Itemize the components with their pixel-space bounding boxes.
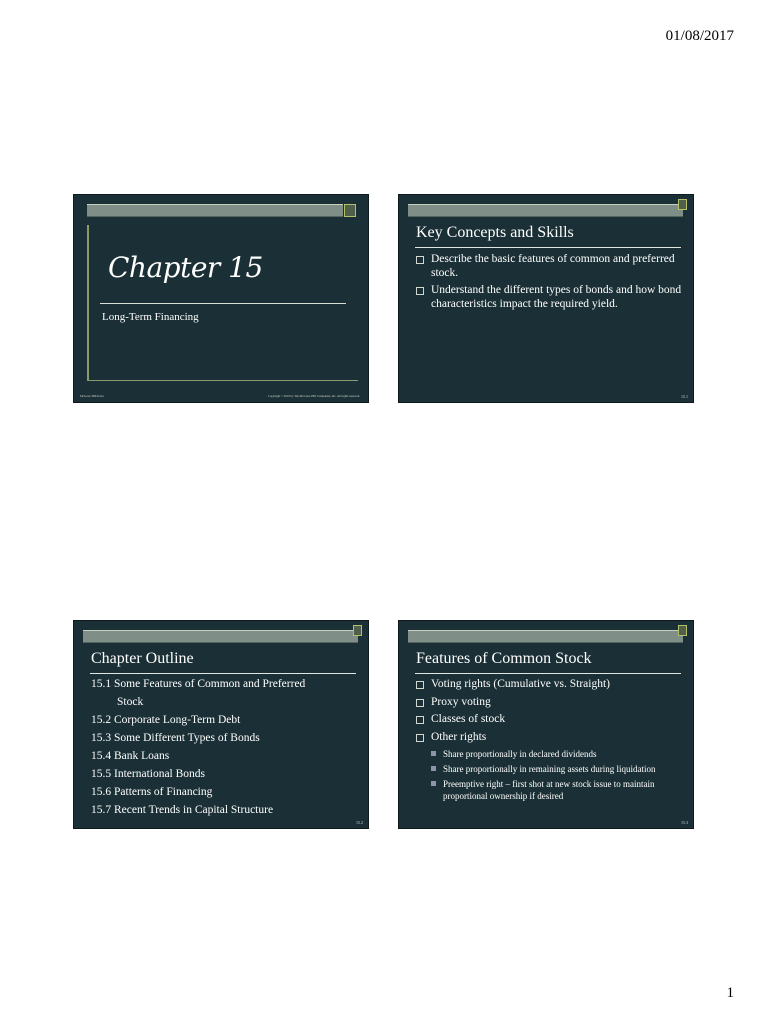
slide-footer-left: McGraw-Hill/Irwin bbox=[80, 394, 104, 398]
date-header: 01/08/2017 bbox=[665, 28, 734, 44]
slide-chapter-outline bbox=[73, 620, 369, 829]
slide-number: 15.3 bbox=[681, 820, 688, 825]
bullet-item: Understand the different types of bonds and how bond characteristics impact the required yield. bbox=[416, 284, 686, 311]
sub-bullet-item: Share proportionally in declared dividends bbox=[416, 748, 686, 760]
slide-features-common-stock bbox=[398, 620, 694, 829]
slide-key-concepts bbox=[398, 194, 694, 403]
sub-bullet-item: Preemptive right – first shot at new stock issue to maintain proportional ownership if desired bbox=[416, 778, 686, 802]
slide-body bbox=[416, 253, 686, 315]
page-number: 1 bbox=[726, 985, 734, 1001]
checkbox-bullet-icon bbox=[416, 681, 424, 689]
slide-bar-accent bbox=[344, 204, 356, 217]
checkbox-bullet-icon bbox=[416, 699, 424, 707]
outline-item: 15.7 Recent Trends in Capital Structure bbox=[91, 804, 274, 816]
title-underline bbox=[415, 247, 681, 248]
checkbox-bullet-icon bbox=[416, 734, 424, 742]
slide-number: 15.2 bbox=[356, 820, 363, 825]
title-underline bbox=[90, 673, 356, 674]
slide-top-bar bbox=[408, 204, 683, 217]
checkbox-bullet-icon bbox=[416, 716, 424, 724]
slide-top-bar bbox=[408, 630, 683, 643]
chapter-title: Chapter 15 bbox=[108, 251, 263, 284]
slide-top-bar bbox=[87, 204, 343, 217]
checkbox-bullet-icon bbox=[416, 256, 424, 264]
slide-title: Key Concepts and Skills bbox=[416, 224, 574, 241]
chapter-subtitle: Long-Term Financing bbox=[102, 311, 199, 323]
outline-item: 15.6 Patterns of Financing bbox=[91, 786, 213, 798]
slide-footer-right: Copyright © 2010 by The McGraw-Hill Companies, Inc. All rights reserved. bbox=[267, 394, 360, 398]
slide-number: 15.1 bbox=[681, 394, 688, 399]
slide-bar-accent bbox=[678, 199, 687, 210]
bullet-item: Other rights bbox=[416, 731, 686, 745]
slide-top-bar bbox=[83, 630, 358, 643]
checkbox-bullet-icon bbox=[416, 287, 424, 295]
square-bullet-icon bbox=[431, 781, 436, 786]
bullet-item: Classes of stock bbox=[416, 713, 686, 727]
sub-bullet-item: Share proportionally in remaining assets during liquidation bbox=[416, 763, 686, 775]
slide-title: Chapter Outline bbox=[91, 650, 194, 667]
slide-title bbox=[73, 194, 369, 403]
title-divider bbox=[100, 303, 346, 304]
outline-item: 15.2 Corporate Long-Term Debt bbox=[91, 714, 241, 726]
bullet-item: Voting rights (Cumulative vs. Straight) bbox=[416, 678, 686, 692]
bullet-item: Describe the basic features of common and preferred stock. bbox=[416, 253, 686, 280]
slide-title: Features of Common Stock bbox=[416, 650, 592, 667]
title-underline bbox=[415, 673, 681, 674]
outline-item: 15.3 Some Different Types of Bonds bbox=[91, 732, 260, 744]
outline-item: 15.5 International Bonds bbox=[91, 768, 206, 780]
outline-item-continuation: Stock bbox=[117, 696, 144, 708]
slide-bar-accent bbox=[353, 625, 362, 636]
slide-body bbox=[416, 678, 686, 805]
square-bullet-icon bbox=[431, 751, 436, 756]
slide-body bbox=[91, 677, 361, 821]
bullet-item: Proxy voting bbox=[416, 696, 686, 710]
slide-bar-accent bbox=[678, 625, 687, 636]
outline-item: 15.4 Bank Loans bbox=[91, 750, 170, 762]
square-bullet-icon bbox=[431, 766, 436, 771]
outline-item: 15.1 Some Features of Common and Preferred bbox=[91, 678, 306, 690]
